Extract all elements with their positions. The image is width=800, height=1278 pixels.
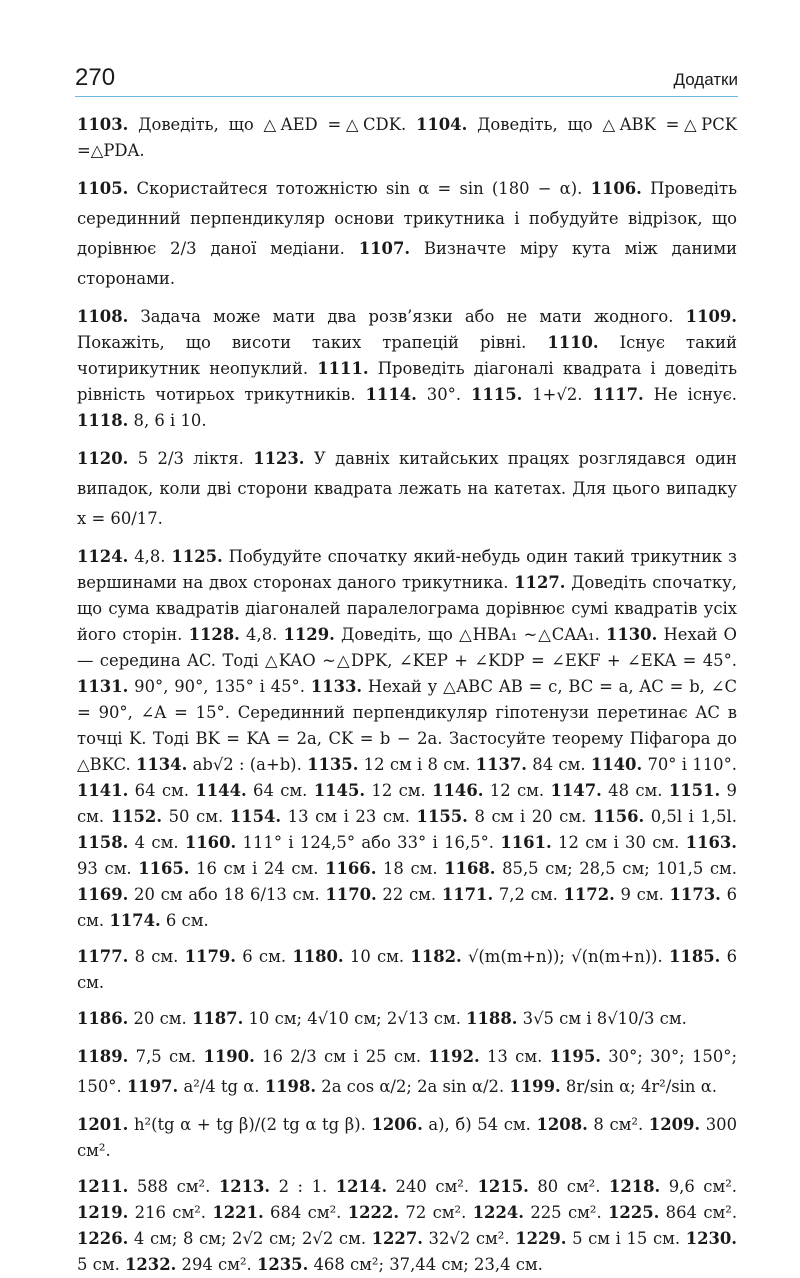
problem-number: 1182. [410,947,462,966]
problem-number: 1195. [549,1047,601,1066]
problem-number: 1152. [110,807,163,826]
problem-number: 1169. [77,885,129,904]
problem-number: 1209. [648,1115,701,1134]
problem-number: 1154. [229,807,282,826]
problem-number: 1151. [668,781,721,800]
problem-number: 1117. [592,385,644,404]
problem-number: 1141. [77,781,129,800]
problem-number: 1192. [428,1047,480,1066]
problem-number: 1189. [77,1047,129,1066]
problem-number: 1226. [77,1229,129,1248]
problem-number: 1185. [669,947,721,966]
problem-number: 1199. [509,1077,561,1096]
problem-number: 1146. [432,781,484,800]
problem-number: 1211. [77,1177,129,1196]
problem-number: 1218. [608,1177,661,1196]
problem-number: 1227. [371,1229,423,1248]
problem-number: 1125. [171,547,223,566]
problem-number: 1206. [371,1115,423,1134]
answer-paragraph: 1186. 20 см. 1187. 10 см; 4√10 см; 2√13 см. 1188. 3√5 см і 8√10/3 см. [77,1009,687,1028]
answers-text [77,112,737,1278]
problem-number: 1120. [77,449,129,468]
problem-number: 1147. [550,781,602,800]
problem-number: 1127. [514,573,566,592]
problem-number: 1165. [138,859,190,878]
problem-number: 1229. [515,1229,567,1248]
problem-number: 1190. [203,1047,255,1066]
answer-paragraph: 1189. 7,5 см. 1190. 16 2/3 см і 25 см. 1192. 13 см. 1195. 30°; 30°; 150°; 150°. 1197. a²/4 tg α. 1198. 2a cos α/2; 2a sin α/2. 1199. 8r/sin α; 4r²/sin α. [77,1047,738,1096]
problem-number: 1168. [444,859,496,878]
problem-number: 1103. [77,115,129,134]
problem-number: 1214. [335,1177,388,1196]
problem-number: 1221. [212,1203,264,1222]
problem-number: 1171. [441,885,494,904]
problem-number: 1201. [77,1115,129,1134]
problem-number: 1215. [477,1177,529,1196]
problem-number: 1161. [500,833,552,852]
problem-number: 1224. [472,1203,524,1222]
problem-number: 1177. [77,947,129,966]
problem-number: 1134. [135,755,188,774]
problem-number: 1108. [77,307,129,326]
problem-number: 1198. [264,1077,317,1096]
problem-number: 1232. [125,1255,177,1274]
problem-number: 1114. [365,385,417,404]
answer-paragraph: 1108. Задача може мати два розв’язки або не мати жодного. 1109. Покажіть, що висоти таких трапецій рівні. 1110. Існує такий чотирикутник неопуклий. 1111. Проведіть діагоналі квадрата і доведіть рівність чотирьох трикутників. 1114. 30°. 1115. 1+√2. 1117. Не існує. 1118. 8, 6 і 10. [77,307,738,430]
problem-number: 1225. [608,1203,660,1222]
problem-number: 1133. [310,677,363,696]
problem-number: 1124. [77,547,129,566]
problem-number: 1186. [77,1009,129,1028]
problem-number: 1128. [188,625,240,644]
problem-number: 1213. [218,1177,271,1196]
problem-number: 1105. [77,179,129,198]
problem-number: 1106. [590,179,642,198]
problem-number: 1129. [283,625,335,644]
problem-number: 1188. [466,1009,518,1028]
problem-number: 1137. [475,755,527,774]
problem-number: 1187. [191,1009,244,1028]
section-title: Додатки [673,70,738,89]
problem-number: 1145. [313,781,366,800]
problem-number: 1111. [317,359,369,378]
problem-number: 1174. [109,911,161,930]
problem-number: 1230. [685,1229,738,1248]
problem-number: 1118. [77,411,129,430]
problem-number: 1235. [256,1255,309,1274]
page-header [75,62,738,97]
problem-number: 1219. [77,1203,129,1222]
problem-number: 1222. [347,1203,400,1222]
problem-number: 1180. [292,947,344,966]
problem-number: 1109. [685,307,737,326]
answer-paragraph: 1103. Доведіть, що △AED =△CDK. 1104. Доведіть, що △ABK =△PCK =△PDA. [77,115,737,160]
problem-number: 1197. [126,1077,179,1096]
problem-number: 1140. [590,755,643,774]
answer-paragraph: 1105. Скористайтеся тотожністю sin α = sin (180 − α). 1106. Проведіть серединний перпендикуляр основи трикутника і побудуйте відрізок, що дорівнює 2/3 даної медіани. 1107. Визначте міру кута між даними сторонами. [77,179,738,288]
problem-number: 1123. [253,449,305,468]
problem-number: 1160. [184,833,237,852]
problem-number: 1130. [605,625,658,644]
problem-number: 1131. [77,677,129,696]
answer-paragraph: 1211. 588 см². 1213. 2 : 1. 1214. 240 см². 1215. 80 см². 1218. 9,6 см². 1219. 216 см². 1221. 684 см². 1222. 72 см². 1224. 225 см². 1225. 864 см². 1226. 4 см; 8 см; 2√2 см; 2√2 см. 1227. 32√2 см². 1229. 5 см і 15 см. 1230. 5 см. 1232. 294 см². 1235. 468 см²; 37,44 см; 23,4 см. [77,1177,738,1274]
problem-number: 1135. [307,755,359,774]
page-number: 270 [75,64,116,91]
problem-number: 1156. [592,807,645,826]
answer-paragraph: 1120. 5 2/3 ліктя. 1123. У давніх китайських працях розглядався один випадок, коли дві сторони квадрата лежать на катетах. Для цього випадку x = 60/17. [77,449,737,528]
problem-number: 1155. [416,807,468,826]
problem-number: 1115. [470,385,523,404]
answer-paragraph: 1201. h²(tg α + tg β)/(2 tg α tg β). 1206. а), б) 54 см. 1208. 8 см². 1209. 300 см². [77,1115,738,1160]
problem-number: 1208. [536,1115,588,1134]
problem-number: 1172. [563,885,615,904]
problem-number: 1110. [547,333,599,352]
problem-number: 1144. [195,781,247,800]
problem-number: 1107. [358,239,411,258]
problem-number: 1163. [685,833,737,852]
problem-number: 1179. [184,947,236,966]
problem-number: 1173. [669,885,721,904]
answer-paragraph: 1177. 8 см. 1179. 6 см. 1180. 10 см. 1182. √(m(m+n)); √(n(m+n)). 1185. 6 см. [77,947,738,992]
problem-number: 1170. [325,885,377,904]
problem-number: 1158. [77,833,129,852]
problem-number: 1104. [415,115,468,134]
answer-paragraph: 1124. 4,8. 1125. Побудуйте спочатку який-небудь один такий трикутник з вершинами на двох сторонах даного трикутника. 1127. Доведіть спочатку, що сума квадратів діагоналей паралелограма дорівнює сумі квадратів усіх його сторін. 1128. 4,8. 1129. Доведіть, що △HBA₁ ~△CAA₁. 1130. Нехай O — середина AC. Тоді △KAO ~△DPK, ∠KEP + ∠KDP = ∠EKF + ∠EKA = 45°. 1131. 90°, 90°, 135° і 45°. 1133. Нехай у △ABC AB = c, BC = a, AC = b, ∠C = 90°, ∠A = 15°. Серединний перпендикуляр гіпотенузи перетинає AC в точці K. Тоді BK = KA = 2a, CK = b − 2a. Застосуйте теорему Піфагора до △BKC. 1134. ab√2 : (a+b). 1135. 12 см і 8 см. 1137. 84 см. 1140. 70° і 110°. 1141. 64 см. 1144. 64 см. 1145. 12 см. 1146. 12 см. 1147. 48 см. 1151. 9 см. 1152. 50 см. 1154. 13 см і 23 см. 1155. 8 см і 20 см. 1156. 0,5l і 1,5l. 1158. 4 см. 1160. 111° і 124,5° або 33° і 16,5°. 1161. 12 см і 30 см. 1163. 93 см. 1165. 16 см і 24 см. 1166. 18 см. 1168. 85,5 см; 28,5 см; 101,5 см. 1169. 20 см або 18 6/13 см. 1170. 22 см. 1171. 7,2 см. 1172. 9 см. 1173. 6 см. 1174. 6 см. [77,547,737,930]
problem-number: 1166. [325,859,377,878]
